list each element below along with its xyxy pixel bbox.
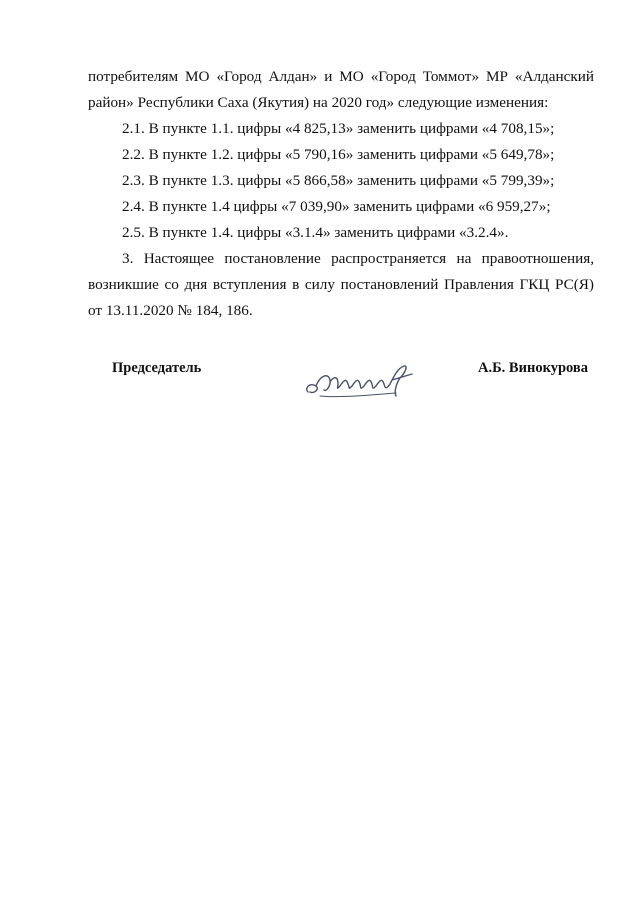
intro-text-line-1: потребителям МО «Город Алдан» и МО «Город Томмот» МР «Алданский	[88, 68, 594, 85]
signatory-name: А.Б. Винокурова	[478, 360, 588, 376]
intro-text-line-2: район» Республики Саха (Якутия) на 2020 год» следующие изменения:	[88, 94, 549, 111]
item-2-2: 2.2. В пункте 1.2. цифры «5 790,16» заменить цифрами «5 649,78»;	[122, 146, 555, 163]
item-2-1: 2.1. В пункте 1.1. цифры «4 825,13» заменить цифрами «4 708,15»;	[122, 120, 555, 137]
paragraph-3: 3. Настоящее постановление распространяется на правоотношения, возникшие со дня вступления в силу постановлений Правления ГКЦ РС(Я) от 13.11.2020 № 184, 186.	[88, 250, 594, 319]
item-2-4: 2.4. В пункте 1.4 цифры «7 039,90» заменить цифрами «6 959,27»;	[122, 198, 551, 215]
signature-block	[0, 358, 640, 418]
item-2-5: 2.5. В пункте 1.4. цифры «3.1.4» заменить цифрами «3.2.4».	[122, 224, 509, 241]
signatory-title: Председатель	[112, 360, 202, 376]
handwritten-signature	[300, 362, 420, 402]
item-2-3: 2.3. В пункте 1.3. цифры «5 866,58» заменить цифрами «5 799,39»;	[122, 172, 555, 189]
